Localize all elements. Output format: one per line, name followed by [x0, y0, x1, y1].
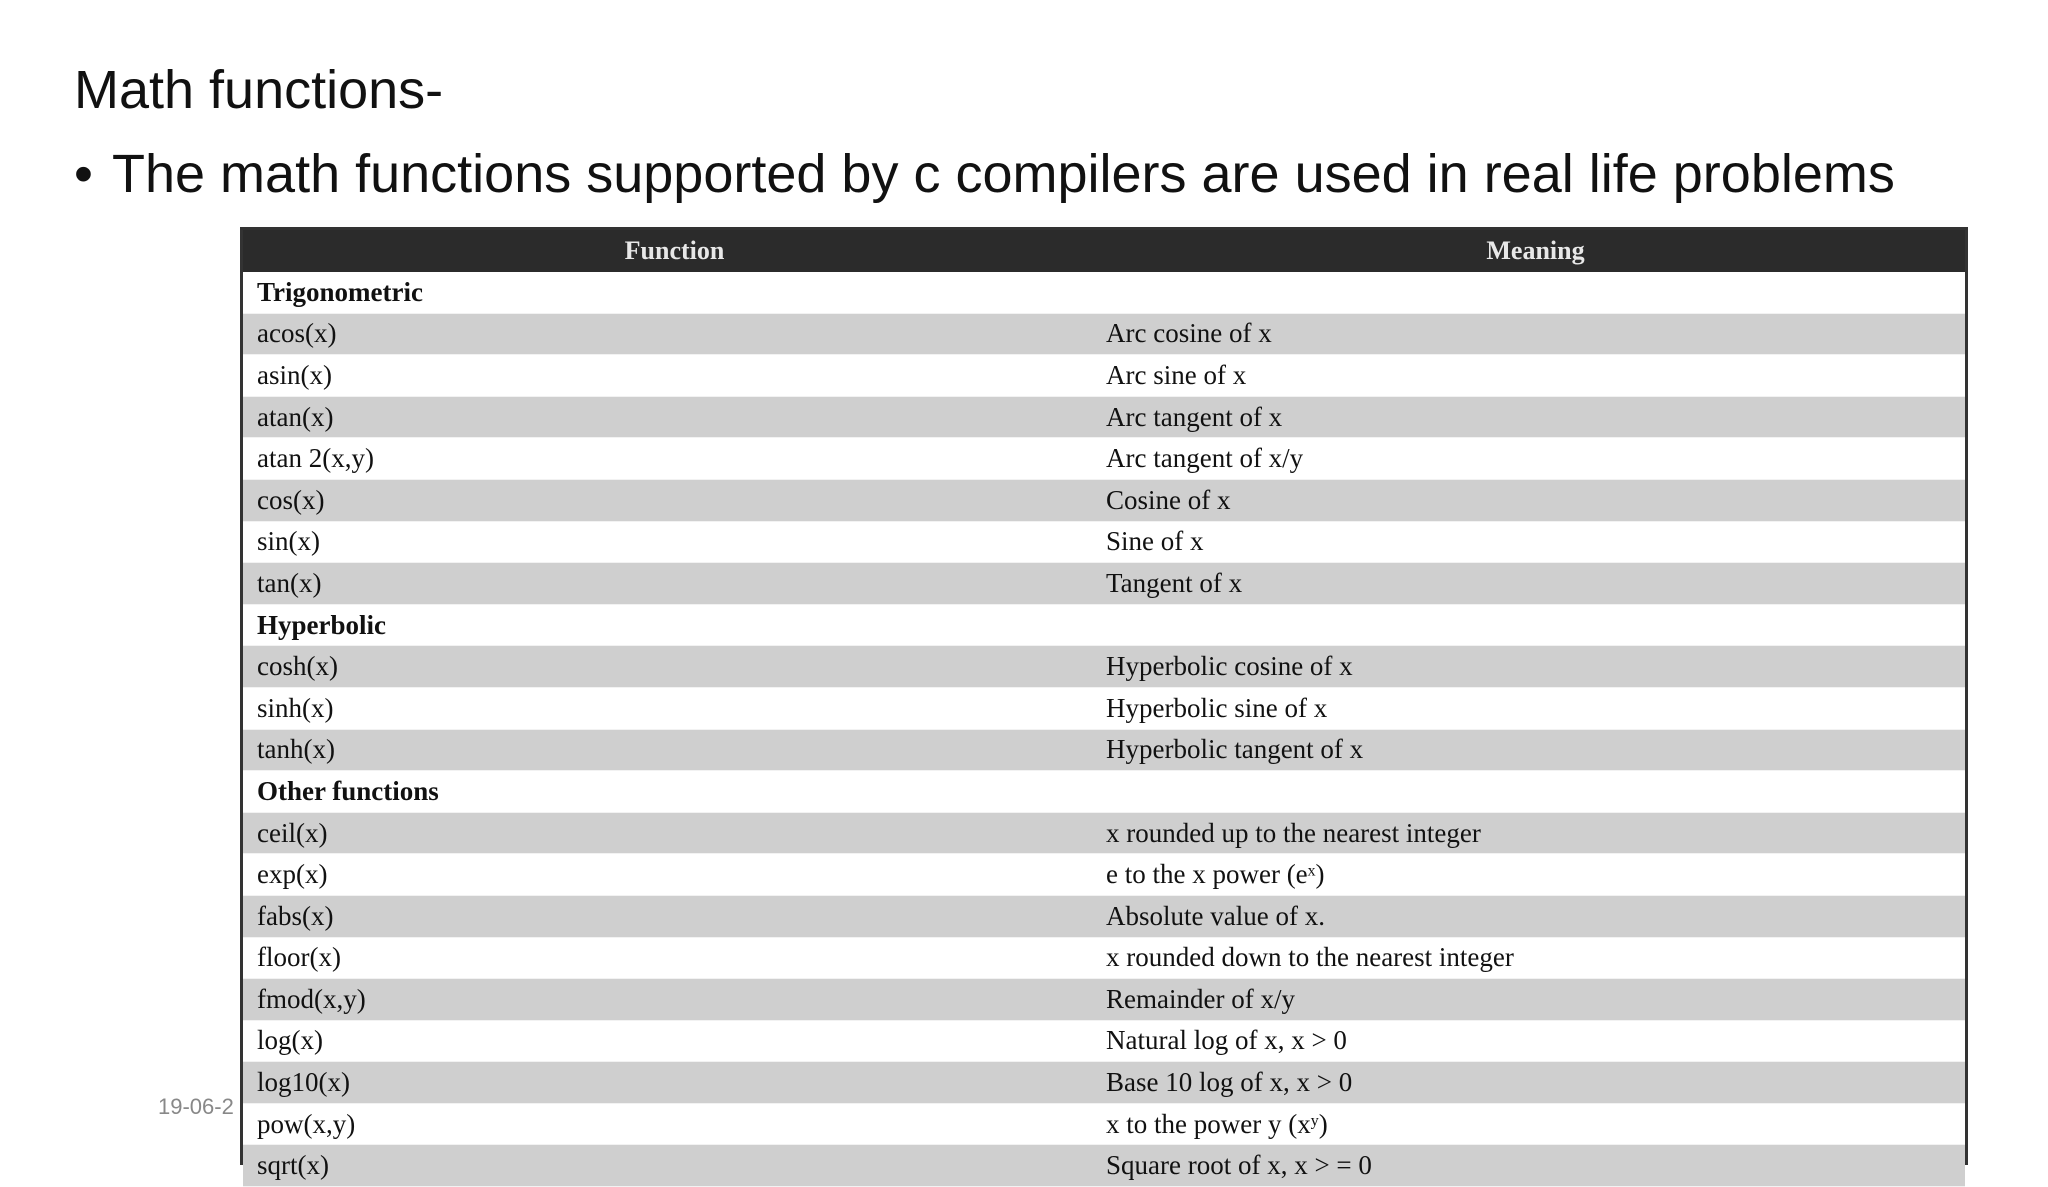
function-cell: log(x)	[243, 1020, 1106, 1062]
meaning-cell: x rounded up to the nearest integer	[1106, 812, 1965, 854]
math-functions-table	[243, 230, 1965, 1187]
table-row	[243, 563, 1965, 605]
meaning-cell: Hyperbolic tangent of x	[1106, 729, 1965, 771]
table-row	[243, 438, 1965, 480]
bullet-text: The math functions supported by c compilers are used in real life problems	[112, 144, 1895, 204]
table-row	[243, 479, 1965, 521]
table-row	[243, 1062, 1965, 1104]
function-cell: log10(x)	[243, 1062, 1106, 1104]
meaning-cell: Arc sine of x	[1106, 355, 1965, 397]
section-label: Trigonometric	[243, 272, 1106, 313]
table-row	[243, 895, 1965, 937]
function-cell: sin(x)	[243, 521, 1106, 563]
math-functions-table-image	[240, 227, 1968, 1181]
table-section-row	[243, 771, 1965, 813]
meaning-cell: Square root of x, x > = 0	[1106, 1145, 1965, 1187]
table-row	[243, 313, 1965, 355]
table-body	[243, 272, 1965, 1187]
header-meaning: Meaning	[1106, 230, 1965, 272]
table-section-row	[243, 272, 1965, 313]
meaning-cell: x rounded down to the nearest integer	[1106, 937, 1965, 979]
table-row	[243, 1103, 1965, 1145]
function-cell: tanh(x)	[243, 729, 1106, 771]
meaning-cell: e to the x power (eˣ)	[1106, 854, 1965, 896]
meaning-cell	[1106, 771, 1965, 813]
table-row	[243, 646, 1965, 688]
function-cell: pow(x,y)	[243, 1103, 1106, 1145]
meaning-cell: Hyperbolic sine of x	[1106, 687, 1965, 729]
table-row	[243, 729, 1965, 771]
meaning-cell	[1106, 604, 1965, 646]
table-row	[243, 1145, 1965, 1187]
header-function: Function	[243, 230, 1106, 272]
function-cell: fmod(x,y)	[243, 979, 1106, 1021]
function-cell: ceil(x)	[243, 812, 1106, 854]
meaning-cell	[1106, 272, 1965, 313]
bullet-point	[74, 142, 1895, 207]
meaning-cell: Tangent of x	[1106, 563, 1965, 605]
function-cell: acos(x)	[243, 313, 1106, 355]
table-row	[243, 979, 1965, 1021]
function-cell: atan(x)	[243, 396, 1106, 438]
function-cell: cosh(x)	[243, 646, 1106, 688]
section-label: Other functions	[243, 771, 1106, 813]
table-row	[243, 937, 1965, 979]
function-cell: exp(x)	[243, 854, 1106, 896]
function-cell: cos(x)	[243, 479, 1106, 521]
slide-date: 19-06-2	[158, 1094, 234, 1119]
meaning-cell: Base 10 log of x, x > 0	[1106, 1062, 1965, 1104]
meaning-cell: Sine of x	[1106, 521, 1965, 563]
table-row	[243, 1020, 1965, 1062]
table-row	[243, 355, 1965, 397]
meaning-cell: Arc tangent of x	[1106, 396, 1965, 438]
table-row	[243, 687, 1965, 729]
meaning-cell: Cosine of x	[1106, 479, 1965, 521]
function-cell: asin(x)	[243, 355, 1106, 397]
meaning-cell: Hyperbolic cosine of x	[1106, 646, 1965, 688]
function-cell: tan(x)	[243, 563, 1106, 605]
function-cell: floor(x)	[243, 937, 1106, 979]
table-section-row	[243, 604, 1965, 646]
section-label: Hyperbolic	[243, 604, 1106, 646]
function-cell: atan 2(x,y)	[243, 438, 1106, 480]
table-row	[243, 854, 1965, 896]
slide-title: Math functions-	[74, 60, 444, 120]
table-row	[243, 396, 1965, 438]
table-row	[243, 521, 1965, 563]
meaning-cell: Arc cosine of x	[1106, 313, 1965, 355]
bullet-marker: •	[74, 144, 93, 204]
meaning-cell: Arc tangent of x/y	[1106, 438, 1965, 480]
meaning-cell: Absolute value of x.	[1106, 895, 1965, 937]
meaning-cell: Remainder of x/y	[1106, 979, 1965, 1021]
meaning-cell: Natural log of x, x > 0	[1106, 1020, 1965, 1062]
function-cell: fabs(x)	[243, 895, 1106, 937]
function-cell: sinh(x)	[243, 687, 1106, 729]
table-header-row	[243, 230, 1965, 272]
function-cell: sqrt(x)	[243, 1145, 1106, 1187]
table-row	[243, 812, 1965, 854]
meaning-cell: x to the power y (xʸ)	[1106, 1103, 1965, 1145]
